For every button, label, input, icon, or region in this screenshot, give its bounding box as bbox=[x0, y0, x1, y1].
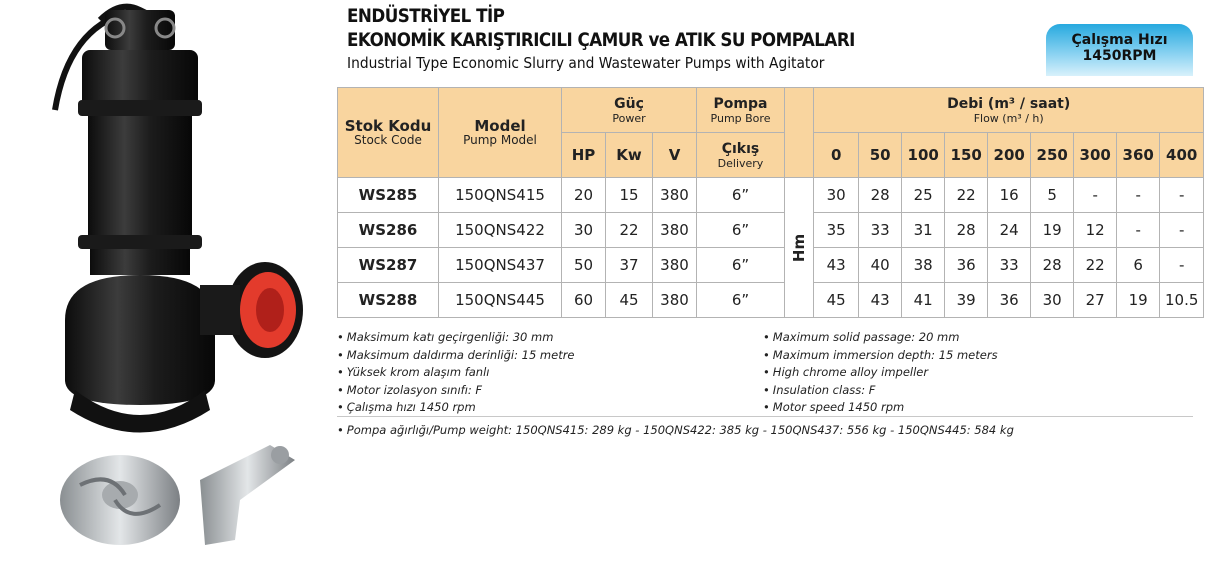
note-item: • Motor speed 1450 rpm bbox=[763, 400, 905, 415]
page-title-line2: EKONOMİK KARIŞTIRICILI ÇAMUR ve ATIK SU POMPALARI bbox=[347, 29, 855, 51]
hm-label: Hm bbox=[785, 178, 814, 318]
flow-col-200: 200 bbox=[988, 133, 1031, 178]
flow-col-400: 400 bbox=[1160, 133, 1204, 178]
header-v: V bbox=[653, 133, 697, 178]
flow-cell: 30 bbox=[1031, 283, 1074, 318]
hp-cell: 20 bbox=[562, 178, 606, 213]
flow-col-50: 50 bbox=[859, 133, 902, 178]
note-item: • Maksimum katı geçirgenliği: 30 mm bbox=[337, 330, 554, 344]
flow-cell: 30 bbox=[814, 178, 859, 213]
hp-cell: 50 bbox=[562, 248, 606, 283]
product-images bbox=[0, 0, 330, 569]
flow-cell: - bbox=[1117, 178, 1160, 213]
page-subtitle: Industrial Type Economic Slurry and Wastewater Pumps with Agitator bbox=[347, 54, 825, 72]
note-item: • Insulation class: F bbox=[763, 382, 876, 397]
header-kw: Kw bbox=[606, 133, 653, 178]
flow-cell: 28 bbox=[1031, 248, 1074, 283]
note-item: • Motor izolasyon sınıfı: F bbox=[337, 382, 483, 397]
flow-cell: 33 bbox=[859, 213, 902, 248]
header-stock-code: Stok Kodu Stock Code bbox=[338, 88, 439, 178]
flow-col-0: 0 bbox=[814, 133, 859, 178]
flow-cell: 38 bbox=[902, 248, 945, 283]
delivery-cell: 6” bbox=[697, 283, 785, 318]
header-spacer bbox=[785, 88, 814, 178]
flow-cell: 36 bbox=[945, 248, 988, 283]
delivery-cell: 6” bbox=[697, 178, 785, 213]
flow-cell: 6 bbox=[1117, 248, 1160, 283]
v-cell: 380 bbox=[653, 248, 697, 283]
note-item: • Maximum immersion depth: 15 meters bbox=[763, 347, 998, 362]
flow-cell: 40 bbox=[859, 248, 902, 283]
flow-cell: 45 bbox=[814, 283, 859, 318]
flow-cell: 25 bbox=[902, 178, 945, 213]
v-cell: 380 bbox=[653, 213, 697, 248]
flow-cell: 22 bbox=[945, 178, 988, 213]
flow-cell: 28 bbox=[859, 178, 902, 213]
table-row bbox=[338, 178, 1204, 213]
table-row bbox=[338, 248, 1204, 283]
delivery-cell: 6” bbox=[697, 213, 785, 248]
note-item: • Maksimum daldırma derinliği: 15 metre bbox=[337, 347, 575, 362]
flow-cell: 22 bbox=[1074, 248, 1117, 283]
flow-cell: 5 bbox=[1031, 178, 1074, 213]
flow-cell: 39 bbox=[945, 283, 988, 318]
spec-table bbox=[337, 87, 1204, 318]
flow-col-150: 150 bbox=[945, 133, 988, 178]
flow-cell: 10.5 bbox=[1160, 283, 1204, 318]
model-cell: 150QNS437 bbox=[439, 248, 562, 283]
flow-cell: 19 bbox=[1031, 213, 1074, 248]
table-row bbox=[338, 283, 1204, 318]
hp-cell: 30 bbox=[562, 213, 606, 248]
flow-col-100: 100 bbox=[902, 133, 945, 178]
header-hp: HP bbox=[562, 133, 606, 178]
flow-cell: 28 bbox=[945, 213, 988, 248]
flow-cell: - bbox=[1160, 178, 1204, 213]
table-row bbox=[338, 213, 1204, 248]
flow-cell: 35 bbox=[814, 213, 859, 248]
model-cell: 150QNS415 bbox=[439, 178, 562, 213]
divider bbox=[337, 416, 1193, 417]
speed-badge-label: Çalışma Hızı bbox=[1071, 32, 1168, 48]
model-cell: 150QNS422 bbox=[439, 213, 562, 248]
stock-code-cell: WS286 bbox=[338, 213, 439, 248]
note-item: • High chrome alloy impeller bbox=[763, 365, 929, 380]
flow-cell: 43 bbox=[814, 248, 859, 283]
flow-cell: 41 bbox=[902, 283, 945, 318]
title-block bbox=[347, 4, 924, 74]
flow-col-360: 360 bbox=[1117, 133, 1160, 178]
flow-col-250: 250 bbox=[1031, 133, 1074, 178]
stock-code-cell: WS285 bbox=[338, 178, 439, 213]
note-item: • Yüksek krom alaşım fanlı bbox=[337, 365, 490, 380]
header-power: Güç Power bbox=[562, 88, 697, 133]
notes-tr bbox=[337, 329, 575, 417]
kw-cell: 15 bbox=[606, 178, 653, 213]
header-flow: Debi (m³ / saat) Flow (m³ / h) bbox=[814, 88, 1204, 133]
flow-cell: 31 bbox=[902, 213, 945, 248]
flow-cell: - bbox=[1117, 213, 1160, 248]
note-item: • Maximum solid passage: 20 mm bbox=[763, 330, 960, 344]
v-cell: 380 bbox=[653, 178, 697, 213]
flow-cell: 43 bbox=[859, 283, 902, 318]
header-pump-bore: Pompa Pump Bore bbox=[697, 88, 785, 133]
flow-cell: 24 bbox=[988, 213, 1031, 248]
page-title-line1: ENDÜSTRİYEL TİP bbox=[347, 5, 505, 27]
flow-cell: 19 bbox=[1117, 283, 1160, 318]
pump-illustration bbox=[30, 0, 330, 569]
model-cell: 150QNS445 bbox=[439, 283, 562, 318]
speed-badge bbox=[1046, 24, 1193, 76]
flow-cell: 33 bbox=[988, 248, 1031, 283]
v-cell: 380 bbox=[653, 283, 697, 318]
kw-cell: 45 bbox=[606, 283, 653, 318]
weight-note: • Pompa ağırlığı/Pump weight: 150QNS415: 289 kg - 150QNS422: 385 kg - 150QNS437: 556 kg - 150QNS445: 584 kg bbox=[337, 423, 1014, 437]
flow-cell: 12 bbox=[1074, 213, 1117, 248]
flow-cell: 16 bbox=[988, 178, 1031, 213]
kw-cell: 22 bbox=[606, 213, 653, 248]
flow-cell: - bbox=[1074, 178, 1117, 213]
speed-badge-value: 1450RPM bbox=[1082, 48, 1157, 64]
kw-cell: 37 bbox=[606, 248, 653, 283]
stock-code-cell: WS288 bbox=[338, 283, 439, 318]
delivery-cell: 6” bbox=[697, 248, 785, 283]
flow-cell: 27 bbox=[1074, 283, 1117, 318]
stock-code-cell: WS287 bbox=[338, 248, 439, 283]
flow-cell: - bbox=[1160, 248, 1204, 283]
header-model: Model Pump Model bbox=[439, 88, 562, 178]
note-item: • Çalışma hızı 1450 rpm bbox=[337, 400, 476, 415]
hp-cell: 60 bbox=[562, 283, 606, 318]
header-delivery: Çıkış Delivery bbox=[697, 133, 785, 178]
flow-col-300: 300 bbox=[1074, 133, 1117, 178]
flow-cell: - bbox=[1160, 213, 1204, 248]
flow-cell: 36 bbox=[988, 283, 1031, 318]
notes-en bbox=[763, 329, 998, 417]
